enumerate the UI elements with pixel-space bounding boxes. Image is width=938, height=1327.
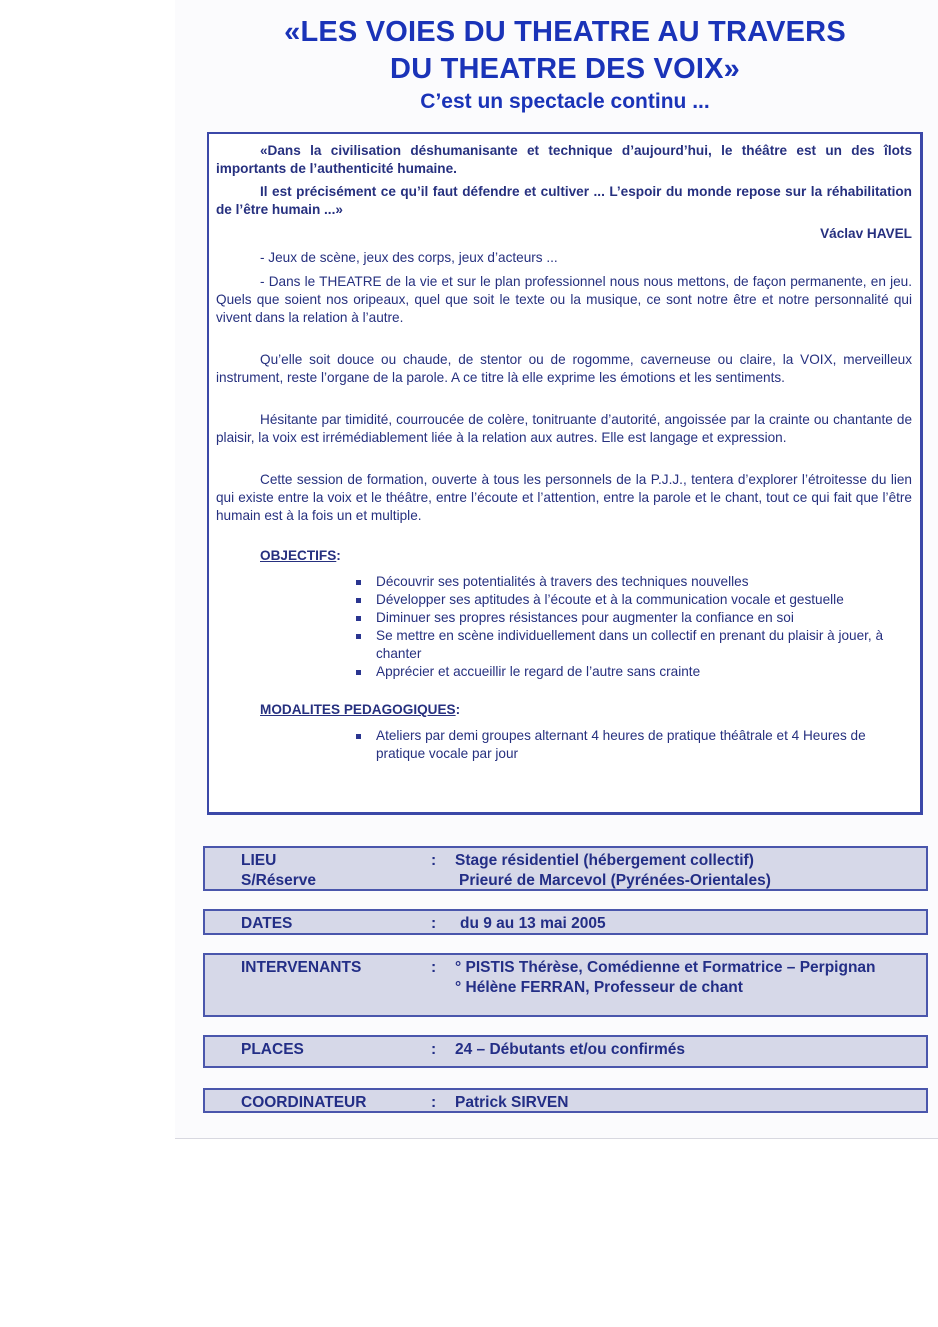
title-line-2: DU THEATRE DES VOIX» xyxy=(390,53,740,85)
list-item: Découvrir ses potentialités à travers des techniques nouvelles xyxy=(356,573,912,591)
info-value xyxy=(455,851,915,890)
lieu-value: Stage résidentiel (hébergement collectif) xyxy=(455,852,754,869)
document-subtitle: C’est un spectacle continu ... xyxy=(420,90,710,113)
quote-author: Václav HAVEL xyxy=(820,226,912,241)
objectifs-heading-colon: : xyxy=(336,548,341,563)
info-colon: : xyxy=(431,852,437,869)
reserve-value: Prieuré de Marcevol (Pyrénées-Orientales) xyxy=(459,871,771,889)
info-row-coordinateur xyxy=(203,1088,928,1113)
objectifs-heading-text: OBJECTIFS xyxy=(260,548,337,563)
document-title xyxy=(200,14,930,88)
coordinateur-label: COORDINATEUR xyxy=(241,1094,367,1111)
reserve-label: S/Réserve xyxy=(241,871,316,889)
list-item: Se mettre en scène individuellement dans un collectif en prenant du plaisir à jouer, à chanter xyxy=(356,627,912,663)
body-paragraph-1: - Jeux de scène, jeux des corps, jeux d’acteurs ... xyxy=(260,250,558,265)
modalites-heading-text: MODALITES PEDAGOGIQUES xyxy=(260,702,456,717)
body-paragraph-3: Qu’elle soit douce ou chaude, de stentor ou de rogomme, caverneuse ou claire, la VOIX, merveilleux instrument, reste l’organe de la parole. A ce titre là elle exprime les émotions et les sentiments. xyxy=(216,352,912,385)
places-label: PLACES xyxy=(241,1041,304,1058)
body-paragraph-5: Cette session de formation, ouverte à tous les personnels de la P.J.J., tentera d’explorer l’étroitesse du lien qui existe entre la voix et le théâtre, entre l’écoute et l’attention, entre la parole et le chant, tout ce qui fait que l’être humain est à la fois un et multiple. xyxy=(216,472,912,523)
list-item: Ateliers par demi groupes alternant 4 heures de pratique théâtrale et 4 Heures de pratique vocale par jour xyxy=(356,727,912,763)
objectifs-list xyxy=(216,573,912,681)
body-paragraph-2: - Dans le THEATRE de la vie et sur le plan professionnel nous nous mettons, de façon permanente, en jeu. Quels que soient nos oripeaux, quel que soit le texte ou la musique, ce sont notre être et notre personnalité qui vivent dans la relation à l’autre. xyxy=(216,274,912,325)
quote-paragraph-1: «Dans la civilisation déshumanisante et technique d’aujourd’hui, le théâtre est un des îlots importants de l’authenticité humaine. xyxy=(216,143,912,176)
objectifs-heading xyxy=(260,547,912,565)
info-colon: : xyxy=(431,1041,437,1058)
spacer xyxy=(216,327,912,345)
info-colon: : xyxy=(431,959,437,976)
description-box xyxy=(207,132,923,815)
body-paragraph-4: Hésitante par timidité, courroucée de colère, tonitruante d’autorité, angoissée par la crainte ou chantante de plaisir, la voix est irrémédiablement liée à la relation aux autres. Elle est langage et expression. xyxy=(216,412,912,445)
title-line-1: «LES VOIES DU THEATRE AU TRAVERS xyxy=(284,16,846,48)
modalites-list xyxy=(216,727,912,763)
info-row-dates xyxy=(203,909,928,935)
info-colon: : xyxy=(431,915,437,932)
info-colon: : xyxy=(431,1094,437,1111)
info-value xyxy=(455,958,915,997)
dates-label: DATES xyxy=(241,915,293,932)
info-row-intervenants xyxy=(203,953,928,1017)
info-row-lieu xyxy=(203,846,928,891)
intervenants-label: INTERVENANTS xyxy=(241,959,362,976)
coordinateur-value: Patrick SIRVEN xyxy=(455,1094,569,1111)
dates-value: du 9 au 13 mai 2005 xyxy=(460,915,606,932)
quote-paragraph-2: Il est précisément ce qu’il faut défendre et cultiver ... L’espoir du monde repose sur la réhabilitation de l’être humain ...» xyxy=(216,184,912,217)
spacer xyxy=(216,387,912,405)
info-label xyxy=(241,851,421,890)
modalites-heading xyxy=(260,701,912,719)
modalites-heading-colon: : xyxy=(455,702,461,717)
list-item: Diminuer ses propres résistances pour augmenter la confiance en soi xyxy=(356,609,912,627)
lieu-label: LIEU xyxy=(241,852,277,869)
list-item: Apprécier et accueillir le regard de l’autre sans crainte xyxy=(356,663,912,681)
intervenant-1: ° PISTIS Thérèse, Comédienne et Formatrice – Perpignan xyxy=(455,959,876,976)
places-value: 24 – Débutants et/ou confirmés xyxy=(455,1041,685,1058)
spacer xyxy=(216,447,912,465)
list-item: Développer ses aptitudes à l’écoute et à la communication vocale et gestuelle xyxy=(356,591,912,609)
info-row-places xyxy=(203,1035,928,1068)
description-content xyxy=(216,142,912,763)
intervenant-2: ° Hélène FERRAN, Professeur de chant xyxy=(455,978,743,996)
